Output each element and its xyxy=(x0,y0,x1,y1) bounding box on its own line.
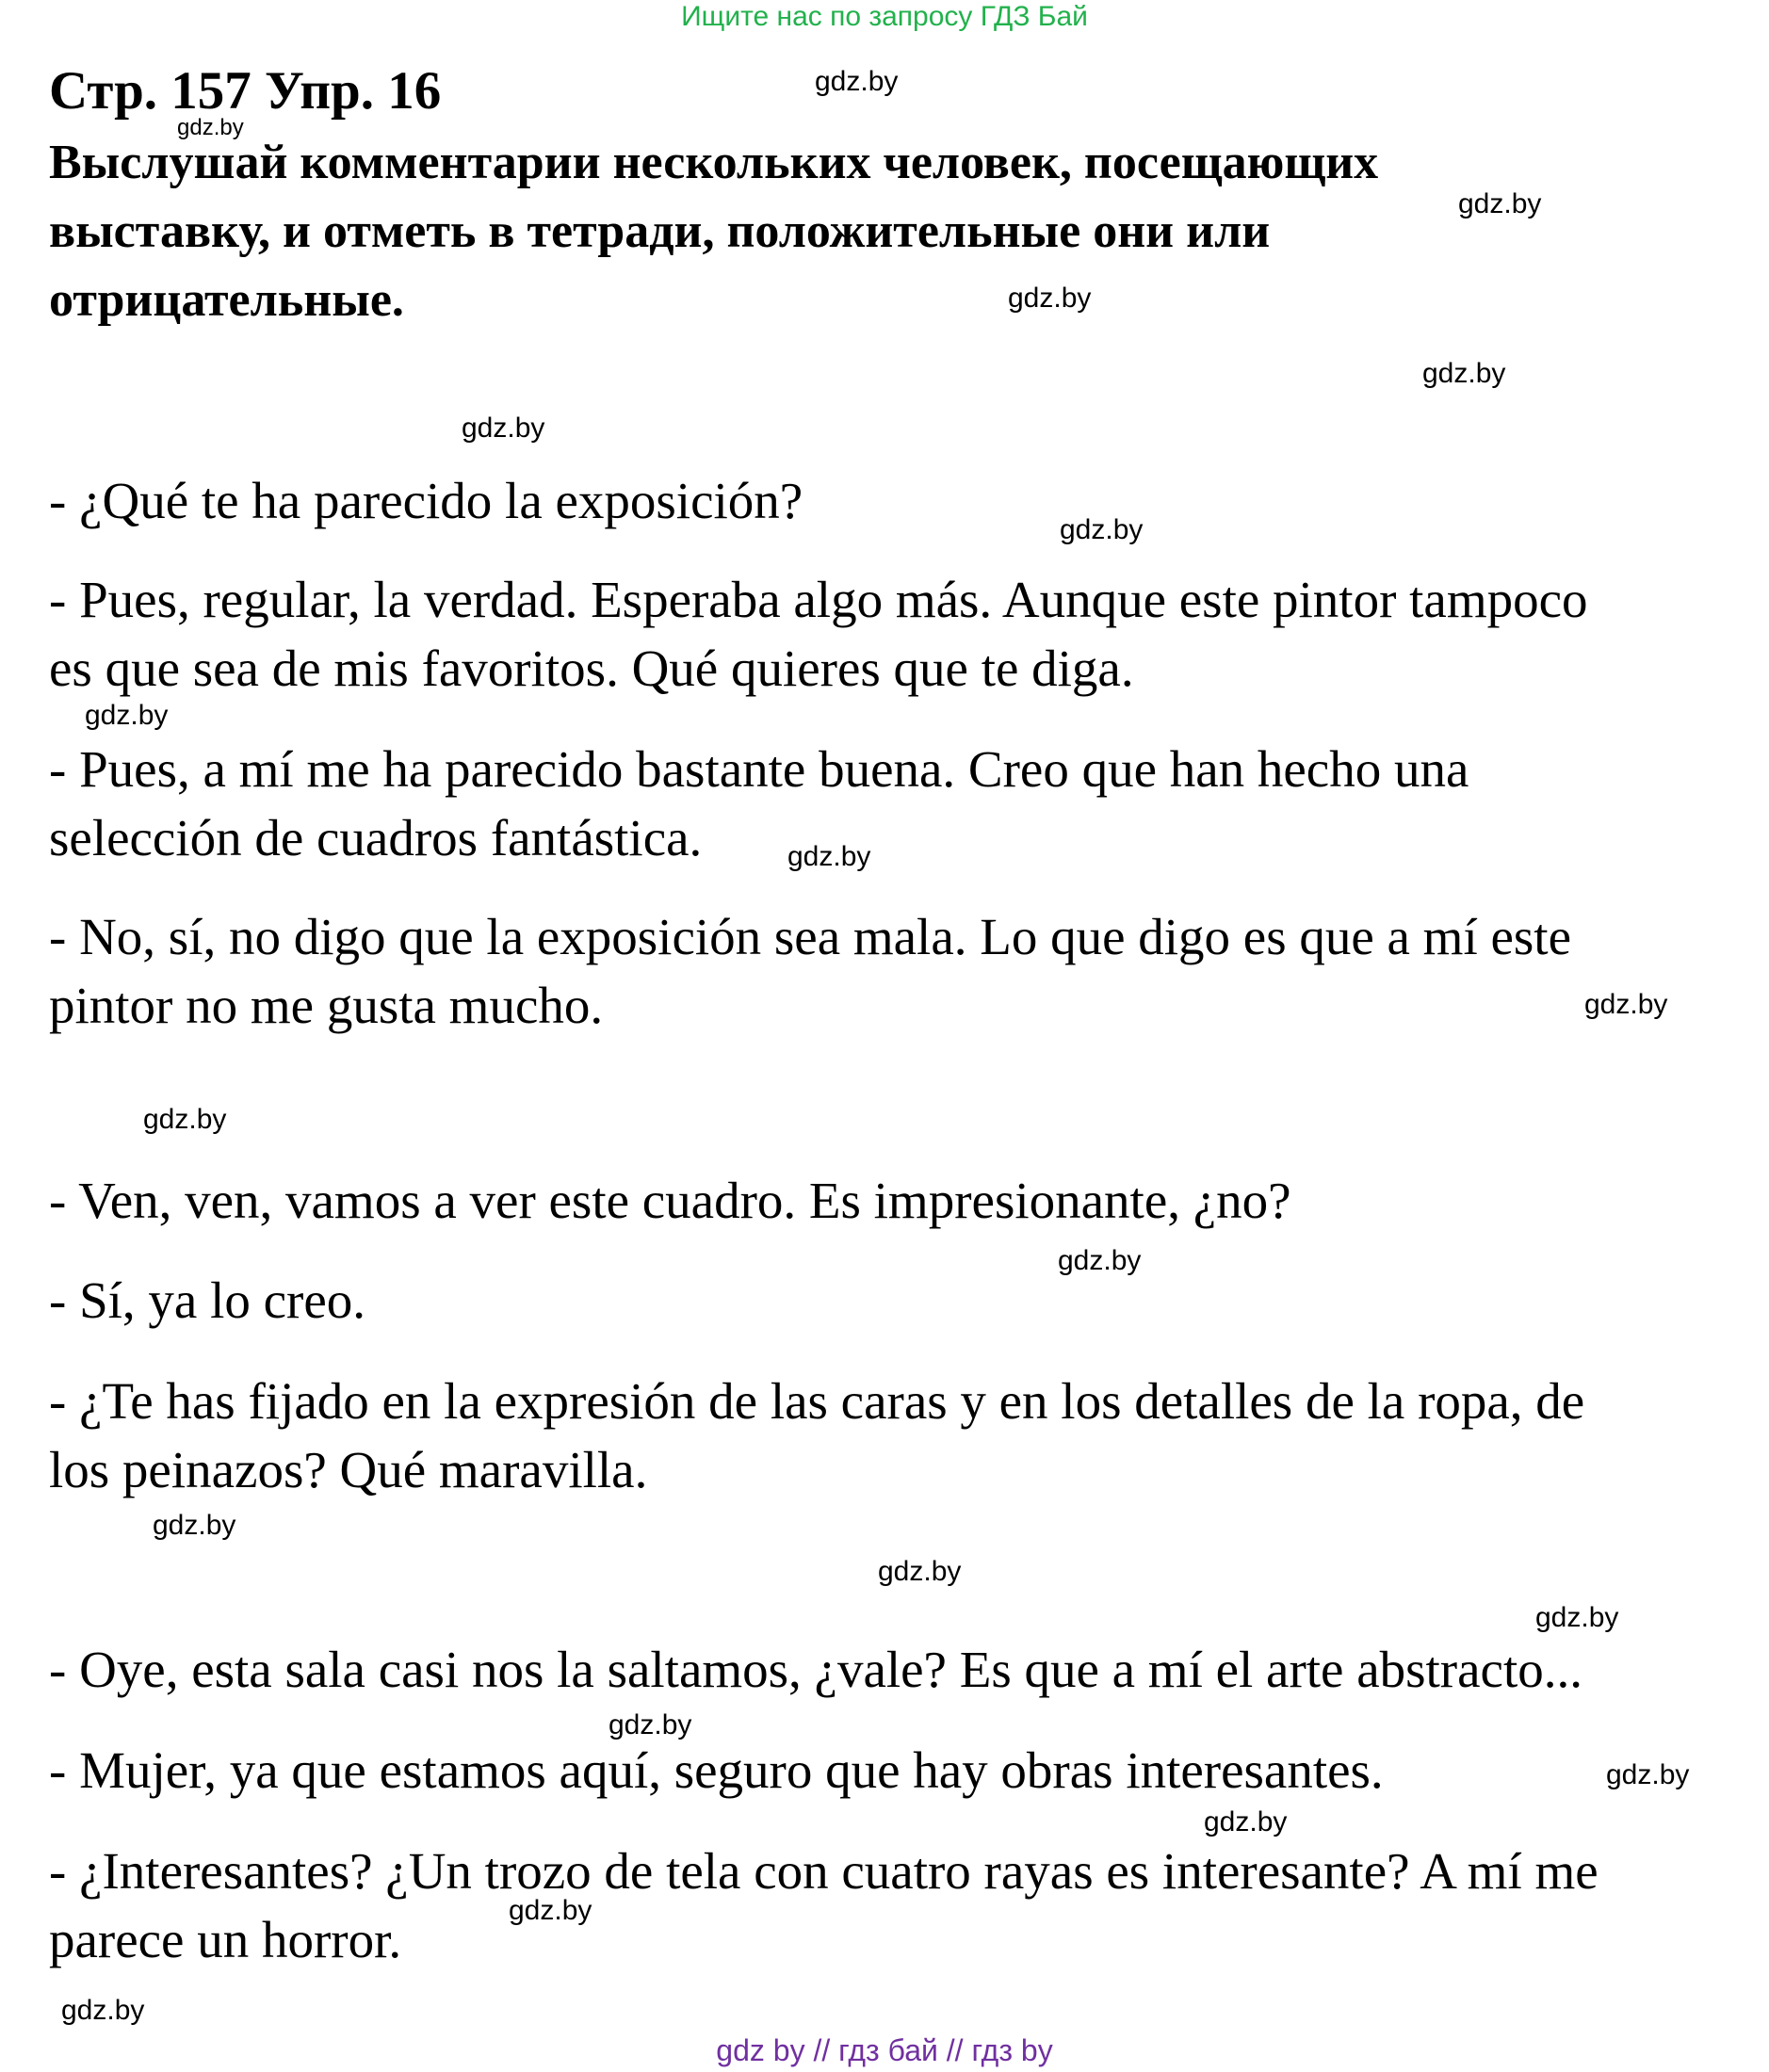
dialogue-line: pintor no me gusta mucho. xyxy=(49,977,604,1034)
watermark: gdz.by xyxy=(787,841,871,872)
watermark: gdz.by xyxy=(815,66,899,97)
dialogue-line: parece un horror. xyxy=(49,1911,402,1968)
dialogue-line: los peinazos? Qué maravilla. xyxy=(49,1441,648,1498)
watermark: gdz.by xyxy=(1584,989,1668,1020)
watermark: gdz.by xyxy=(462,413,545,444)
dialogue-line: - ¿Interesantes? ¿Un trozo de tela con cuatro rayas es interesante? A mí me xyxy=(49,1842,1599,1900)
watermark: gdz.by xyxy=(509,1895,592,1926)
watermark: gdz.by xyxy=(609,1709,692,1740)
watermark: gdz.by xyxy=(1204,1806,1288,1837)
dialogue-line: - Pues, regular, la verdad. Esperaba algo más. Aunque este pintor tampoco xyxy=(49,571,1588,628)
top-banner: Ищите нас по запросу ГДЗ Бай xyxy=(681,1,1088,32)
watermark: gdz.by xyxy=(1535,1602,1619,1633)
watermark: gdz.by xyxy=(85,700,169,731)
dialogue-line: selección de cuadros fantástica. xyxy=(49,809,703,866)
dialogue-line: es que sea de mis favoritos. Qué quieres que te diga. xyxy=(49,639,1134,697)
watermark: gdz.by xyxy=(153,1510,236,1541)
dialogue-line: - ¿Qué te ha parecido la exposición? xyxy=(49,472,803,529)
watermark: gdz.by xyxy=(143,1104,227,1135)
dialogue-line: - Pues, a mí me ha parecido bastante buena. Creo que han hecho una xyxy=(49,740,1469,798)
footer-links: gdz by // гдз бай // гдз by xyxy=(716,2033,1053,2067)
watermark: gdz.by xyxy=(1008,283,1092,314)
task-instruction: Выслушай комментарии нескольких человек, посещающих выставку, и отметь в тетради, положительные они или отрицательные. xyxy=(49,136,1379,327)
watermark: gdz.by xyxy=(61,1995,145,2026)
watermark: gdz.by xyxy=(1058,1245,1142,1276)
watermark: gdz.by xyxy=(177,115,244,140)
watermark: gdz.by xyxy=(1606,1759,1690,1790)
watermark: gdz.by xyxy=(1422,358,1506,389)
dialogue-line: - Ven, ven, vamos a ver este cuadro. Es impresionante, ¿no? xyxy=(49,1172,1291,1229)
watermark: gdz.by xyxy=(1060,514,1144,545)
dialogue-line: - Mujer, ya que estamos aquí, seguro que hay obras interesantes. xyxy=(49,1741,1384,1799)
dialogue-line: - Sí, ya lo creo. xyxy=(49,1271,366,1329)
page-title: Стр. 157 Упр. 16 xyxy=(49,61,442,121)
watermark: gdz.by xyxy=(1458,188,1542,219)
dialogue-line: - ¿Te has fijado en la expresión de las caras y en los detalles de la ropa, de xyxy=(49,1372,1585,1430)
dialogue-line: - Oye, esta sala casi nos la saltamos, ¿vale? Es que a mí el arte abstracto... xyxy=(49,1641,1582,1698)
watermark: gdz.by xyxy=(878,1556,962,1587)
dialogue-line: - No, sí, no digo que la exposición sea mala. Lo que digo es que a mí este xyxy=(49,908,1572,965)
